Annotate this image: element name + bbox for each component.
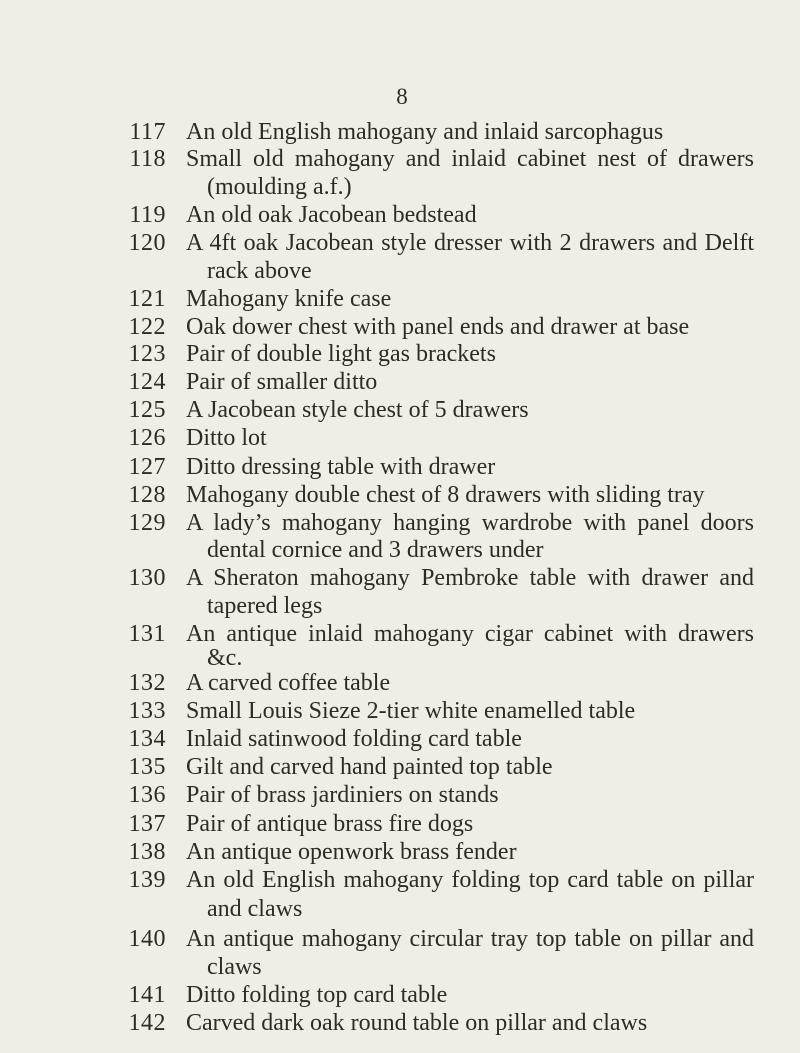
lot-number: 128 (128, 481, 166, 508)
lot-description: A Jacobean style chest of 5 drawers (186, 397, 529, 424)
lot-number: 119 (129, 201, 166, 228)
lot-description-continued: claws (207, 954, 262, 981)
lot-description: Pair of antique brass fire dogs (186, 810, 474, 837)
lot-number: 142 (128, 1009, 166, 1036)
lot-description: Pair of double light gas brackets (186, 341, 496, 368)
lot-description: Pair of smaller ditto (186, 369, 378, 396)
lot-description: An old English mahogany and inlaid sarcophagus (186, 119, 664, 145)
lot-description: Carved dark oak round table on pillar and claws (186, 1009, 648, 1036)
lot-description: Mahogany double chest of 8 drawers with sliding tray (186, 481, 705, 508)
lot-description-continued: tapered legs (207, 593, 323, 620)
lot-number: 138 (128, 838, 166, 865)
lot-number: 123 (128, 341, 166, 368)
lot-description: An antique openwork brass fender (186, 838, 517, 865)
page-number: 8 (396, 84, 408, 109)
lot-number: 137 (128, 810, 166, 837)
lot-description: A carved coffee table (186, 670, 391, 697)
lot-number: 139 (128, 866, 166, 893)
lot-description: Small Louis Sieze 2-tier white enamelled table (186, 698, 636, 725)
lot-description: Ditto folding top card table (186, 982, 448, 1009)
lot-description: Inlaid satinwood folding card table (186, 726, 522, 753)
lot-description-continued: and claws (207, 896, 303, 923)
lot-description: A Sheraton mahogany Pembroke table with drawer and (186, 565, 754, 592)
lot-description: Pair of brass jardiniers on stands (186, 782, 499, 809)
lot-description: Ditto dressing table with drawer (186, 453, 496, 480)
lot-number: 124 (128, 369, 166, 396)
lot-number: 125 (128, 397, 166, 424)
lot-number: 132 (128, 670, 166, 697)
lot-description: Ditto lot (186, 424, 267, 451)
lot-description: A 4ft oak Jacobean style dresser with 2 drawers and Delft (186, 229, 754, 256)
lot-description: An antique mahogany circular tray top table on pillar and (186, 926, 754, 953)
lot-description: An antique inlaid mahogany cigar cabinet with drawers (186, 621, 754, 648)
lot-number: 118 (129, 145, 166, 172)
lot-number: 129 (128, 509, 166, 536)
lot-number: 135 (128, 754, 166, 781)
lot-number: 122 (128, 314, 166, 341)
lot-number: 120 (128, 229, 166, 256)
lot-number: 136 (128, 782, 166, 809)
lot-number: 130 (128, 565, 166, 592)
lot-number: 140 (128, 926, 166, 953)
lot-number: 121 (128, 286, 166, 313)
lot-description: A lady’s mahogany hanging wardrobe with panel doors (186, 509, 754, 536)
lot-number: 131 (128, 621, 166, 648)
lot-number: 134 (128, 726, 166, 753)
lot-description: Oak dower chest with panel ends and drawer at base (186, 314, 690, 341)
lot-description: Gilt and carved hand painted top table (186, 754, 553, 781)
lot-number: 117 (129, 119, 166, 145)
lot-description-continued: &c. (207, 645, 243, 672)
lot-description: An old English mahogany folding top card table on pillar (186, 866, 754, 893)
lot-description-continued: (moulding a.f.) (207, 173, 352, 200)
lot-number: 126 (128, 424, 166, 451)
lot-description-continued: rack above (207, 257, 312, 284)
lot-number: 127 (128, 453, 166, 480)
lot-description-continued: dental cornice and 3 drawers under (207, 537, 544, 564)
lot-description: Mahogany knife case (186, 286, 392, 313)
lot-description: An old oak Jacobean bedstead (186, 201, 477, 228)
lot-number: 133 (128, 698, 166, 725)
lot-description: Small old mahogany and inlaid cabinet nest of drawers (186, 145, 754, 172)
lot-number: 141 (128, 982, 166, 1009)
